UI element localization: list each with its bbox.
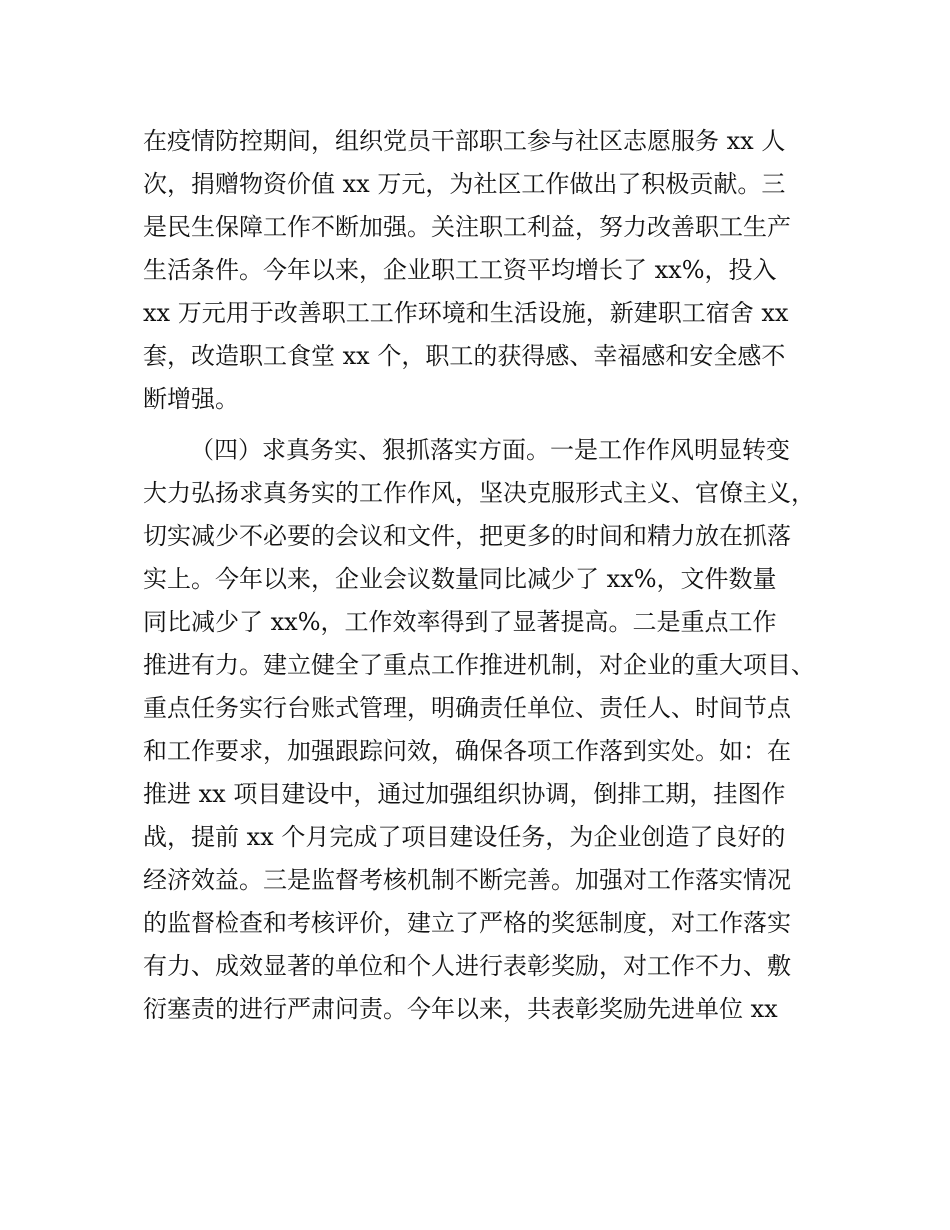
text-line: 重点任务实行台账式管理，明确责任单位、责任人、时间节点 (143, 694, 791, 722)
text-line: 是民生保障工作不断加强。关注职工利益，努力改善职工生产 (143, 213, 791, 241)
text-line: 同比减少了 xx%，工作效率得到了显著提高。二是重点工作 (143, 608, 777, 636)
text-line: 在疫情防控期间，组织党员干部职工参与社区志愿服务 xx 人 (143, 127, 786, 155)
text-line: 实上。今年以来，企业会议数量同比减少了 xx%，文件数量 (143, 565, 777, 593)
text-line: 推进有力。建立健全了重点工作推进机制，对企业的重大项目、 (143, 651, 815, 679)
text-line: 套，改造职工食堂 xx 个，职工的获得感、幸福感和安全感不 (143, 342, 786, 370)
section-heading-line: （四）求真务实、狠抓落实方面。一是工作作风明显转变 (190, 436, 790, 464)
text-line: 的监督检查和考核评价，建立了严格的奖惩制度，对工作落实 (143, 909, 791, 937)
text-line: 经济效益。三是监督考核机制不断完善。加强对工作落实情况 (143, 866, 791, 894)
text-line: 切实减少不必要的会议和文件，把更多的时间和精力放在抓落 (143, 522, 791, 550)
text-line: xx 万元用于改善职工工作环境和生活设施，新建职工宿舍 xx (143, 299, 789, 327)
text-line: 生活条件。今年以来，企业职工工资平均增长了 xx%，投入 (143, 256, 777, 284)
text-line: 衍塞责的进行严肃问责。今年以来，共表彰奖励先进单位 xx (143, 995, 778, 1023)
text-line: 大力弘扬求真务实的工作作风，坚决克服形式主义、官僚主义， (143, 479, 815, 507)
text-line: 次，捐赠物资价值 xx 万元，为社区工作做出了积极贡献。三 (143, 170, 786, 198)
text-line: 战，提前 xx 个月完成了项目建设任务，为企业创造了良好的 (143, 823, 786, 851)
text-line: 有力、成效显著的单位和个人进行表彰奖励，对工作不力、敷 (143, 952, 791, 980)
text-line: 和工作要求，加强跟踪问效，确保各项工作落到实处。如：在 (143, 737, 791, 765)
text-line: 断增强。 (143, 385, 239, 413)
text-line: 推进 xx 项目建设中，通过加强组织协调，倒排工期，挂图作 (143, 780, 786, 808)
